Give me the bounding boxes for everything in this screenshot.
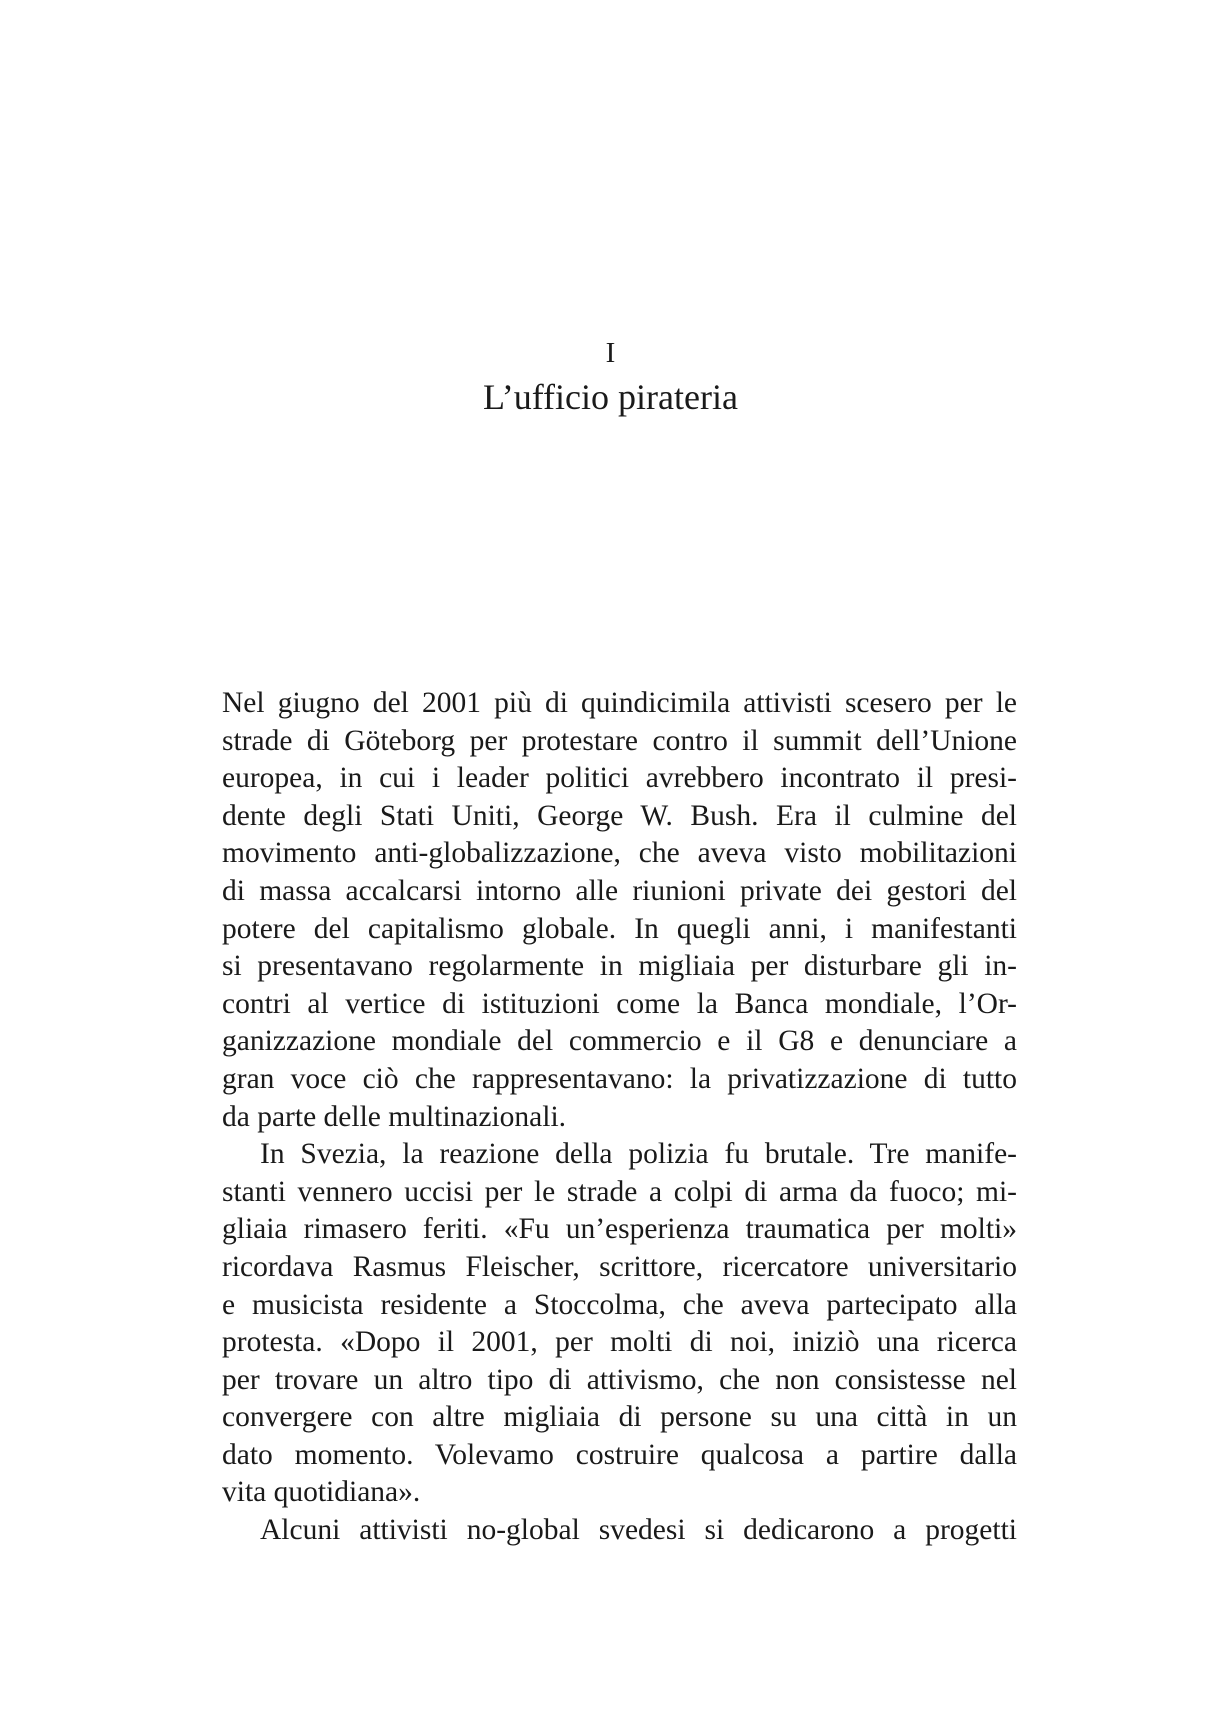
text-line: In Svezia, la reazione della polizia fu brutale. Tre manife-	[260, 1138, 1017, 1171]
text-line: dato momento. Volevamo costruire qualcosa a partire dalla	[222, 1438, 1017, 1471]
text-line: protesta. «Dopo il 2001, per molti di noi, iniziò una ricerca	[222, 1326, 1017, 1359]
text-line: movimento anti-globalizzazione, che aveva visto mobilitazioni	[222, 837, 1017, 870]
text-line: strade di Göteborg per protestare contro il summit dell’Unione	[222, 724, 1017, 757]
text-line: potere del capitalismo globale. In quegli anni, i manifestanti	[222, 912, 1017, 945]
text-line: da parte delle multinazionali.	[222, 1100, 567, 1133]
chapter-header	[0, 334, 1221, 420]
text-line: e musicista residente a Stoccolma, che aveva partecipato alla	[222, 1288, 1017, 1321]
paragraph	[222, 1512, 1017, 1550]
chapter-number: I	[605, 337, 616, 369]
paragraph	[222, 1136, 1017, 1512]
text-line: Alcuni attivisti no-global svedesi si dedicarono a progetti	[260, 1514, 1017, 1547]
body-text	[222, 685, 1017, 1550]
paragraph	[222, 685, 1017, 1136]
text-line: contri al vertice di istituzioni come la Banca mondiale, l’Or-	[222, 987, 1017, 1020]
text-line: per trovare un altro tipo di attivismo, che non consistesse nel	[222, 1363, 1017, 1396]
text-line: ricordava Rasmus Fleischer, scrittore, ricercatore universitario	[222, 1250, 1017, 1283]
text-line: convergere con altre migliaia di persone su una città in un	[222, 1401, 1017, 1434]
text-line: Nel giugno del 2001 più di quindicimila attivisti scesero per le	[222, 687, 1017, 719]
text-line: di massa accalcarsi intorno alle riunioni private dei gestori del	[222, 874, 1017, 907]
text-line: ganizzazione mondiale del commercio e il G8 e denunciare a	[222, 1025, 1017, 1058]
text-line: stanti vennero uccisi per le strade a colpi di arma da fuoco; mi-	[222, 1175, 1017, 1208]
text-line: si presentavano regolarmente in migliaia per disturbare gli in-	[222, 950, 1017, 983]
chapter-title: L’ufficio pirateria	[483, 377, 738, 417]
text-line: gliaia rimasero feriti. «Fu un’esperienza traumatica per molti»	[222, 1213, 1017, 1246]
text-line: dente degli Stati Uniti, George W. Bush. Era il culmine del	[222, 799, 1017, 832]
text-line: vita quotidiana».	[222, 1476, 421, 1509]
text-line: europea, in cui i leader politici avrebbero incontrato il presi-	[222, 762, 1017, 795]
text-line: gran voce ciò che rappresentavano: la privatizzazione di tutto	[222, 1062, 1017, 1095]
